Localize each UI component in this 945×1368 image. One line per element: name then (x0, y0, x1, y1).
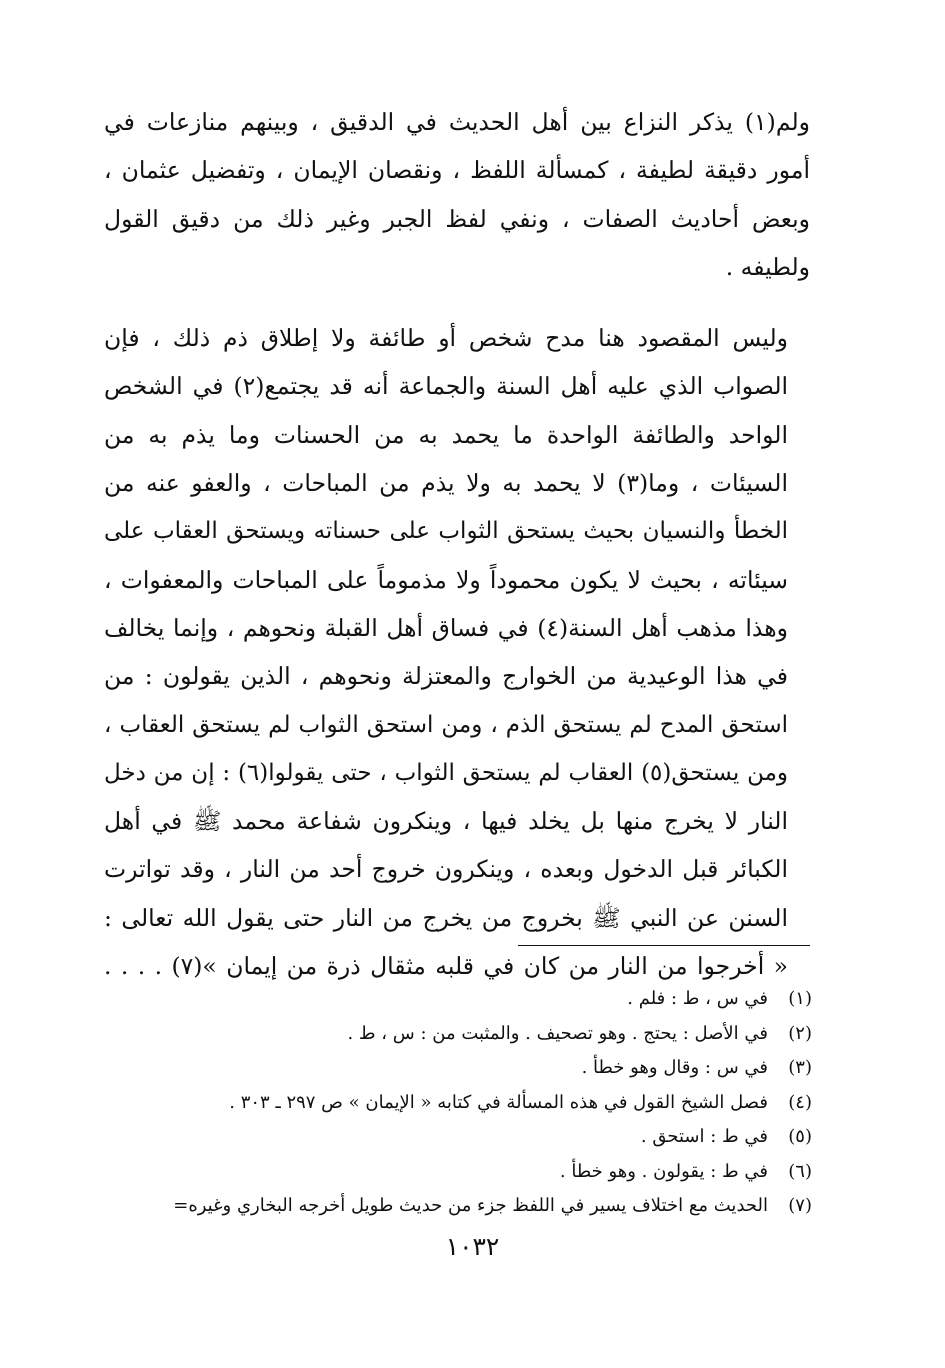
footnote-text: في ط : استحق . (640, 1126, 768, 1147)
footnote-number: (٤) (788, 1091, 812, 1113)
page-number: ١٠٣٢ (445, 1232, 500, 1261)
text-line: السيئات ، وما(٣) لا يحمد به ولا يذم من المباحات ، والعفو عنه من (104, 469, 788, 498)
text-line: الخطأ والنسيان بحيث يستحق الثواب على حسناته ويستحق العقاب على (104, 518, 788, 545)
footnote-number: (٢) (788, 1022, 812, 1044)
footnote-text: فصل الشيخ القول في هذه المسألة في كتابه « الإيمان » ص ٢٩٧ ـ ٣٠٣ . (229, 1091, 768, 1113)
footnote-number: (٧) (788, 1195, 812, 1216)
footnote-text: الحديث مع اختلاف يسير في اللفظ جزء من حديث طويل أخرجه البخاري وغيره= (173, 1195, 768, 1216)
text-line: ولطيفه . (725, 252, 810, 281)
footnote (100, 1051, 812, 1086)
text-line: « أخرجوا من النار من كان في قلبه مثقال ذرة من إيمان »(٧) . . . . (104, 952, 788, 981)
footnote-number: (٣) (788, 1057, 812, 1078)
footnote-text: في س ، ط : فلم . (627, 988, 768, 1009)
footnote-number: (١) (788, 988, 812, 1009)
text-line: في هذا الوعيدية من الخوارج والمعتزلة ونحوهم ، الذين يقولون : من (104, 662, 788, 691)
footnote (100, 1189, 812, 1224)
text-line: ولم(١) يذكر النزاع بين أهل الحديث في الدقيق ، وبينهم منازعات في (104, 108, 810, 136)
footnote (100, 1086, 812, 1121)
text-line: وهذا مذهب أهل السنة(٤) في فساق أهل القبلة ونحوهم ، وإنما يخالف (104, 613, 788, 642)
footnote-number: (٥) (788, 1126, 812, 1147)
text-line: النار لا يخرج منها بل يخلد فيها ، وينكرون شفاعة محمد ﷺ في أهل (104, 807, 788, 836)
footnote-number: (٦) (788, 1160, 812, 1182)
footnote-text: في الأصل : يحتج . وهو تصحيف . والمثبت من : س ، ط . (347, 1022, 768, 1044)
text-line: ومن يستحق(٥) العقاب لم يستحق الثواب ، حتى يقولوا(٦) : إن من دخل (104, 759, 789, 786)
footnote (100, 1017, 812, 1052)
footnote-text: في ط : يقولون . وهو خطأ . (559, 1160, 768, 1182)
footnotes (100, 982, 812, 1224)
text-line: وبعض أحاديث الصفات ، ونفي لفظ الجبر وغير ذلك من دقيق القول (104, 204, 810, 233)
text-line: استحق المدح لم يستحق الذم ، ومن استحق الثواب لم يستحق العقاب ، (104, 711, 788, 738)
text-line: السنن عن النبي ﷺ بخروج من يخرج من النار حتى يقول الله تعالى : (104, 903, 788, 932)
footnote-separator (518, 945, 810, 946)
text-line: الصواب الذي عليه أهل السنة والجماعة أنه قد يجتمع(٢) في الشخص (104, 372, 789, 401)
footnote (100, 1155, 812, 1190)
paragraph-1 (104, 98, 810, 291)
text-line: سيئاته ، بحيث لا يكون محموداً ولا مذموماً على المباحات والمعفوات ، (104, 565, 788, 594)
paragraph-2 (104, 314, 810, 990)
footnote-text: في س : وقال وهو خطأ . (581, 1057, 768, 1078)
footnote (100, 1120, 812, 1155)
text-line: الواحد والطائفة الواحدة ما يحمد به من الحسنات وما يذم به من (104, 420, 788, 449)
text-line: الكبائر قبل الدخول وبعده ، وينكرون خروج أحد من النار ، وقد تواترت (104, 855, 788, 884)
text-line: وليس المقصود هنا مدح شخص أو طائفة ولا إطلاق ذم ذلك ، فإن (104, 324, 788, 353)
main-text (104, 98, 810, 990)
footnote (100, 982, 812, 1017)
text-line: أمور دقيقة لطيفة ، كمسألة اللفظ ، ونقصان الإيمان ، وتفضيل عثمان ، (104, 156, 810, 185)
